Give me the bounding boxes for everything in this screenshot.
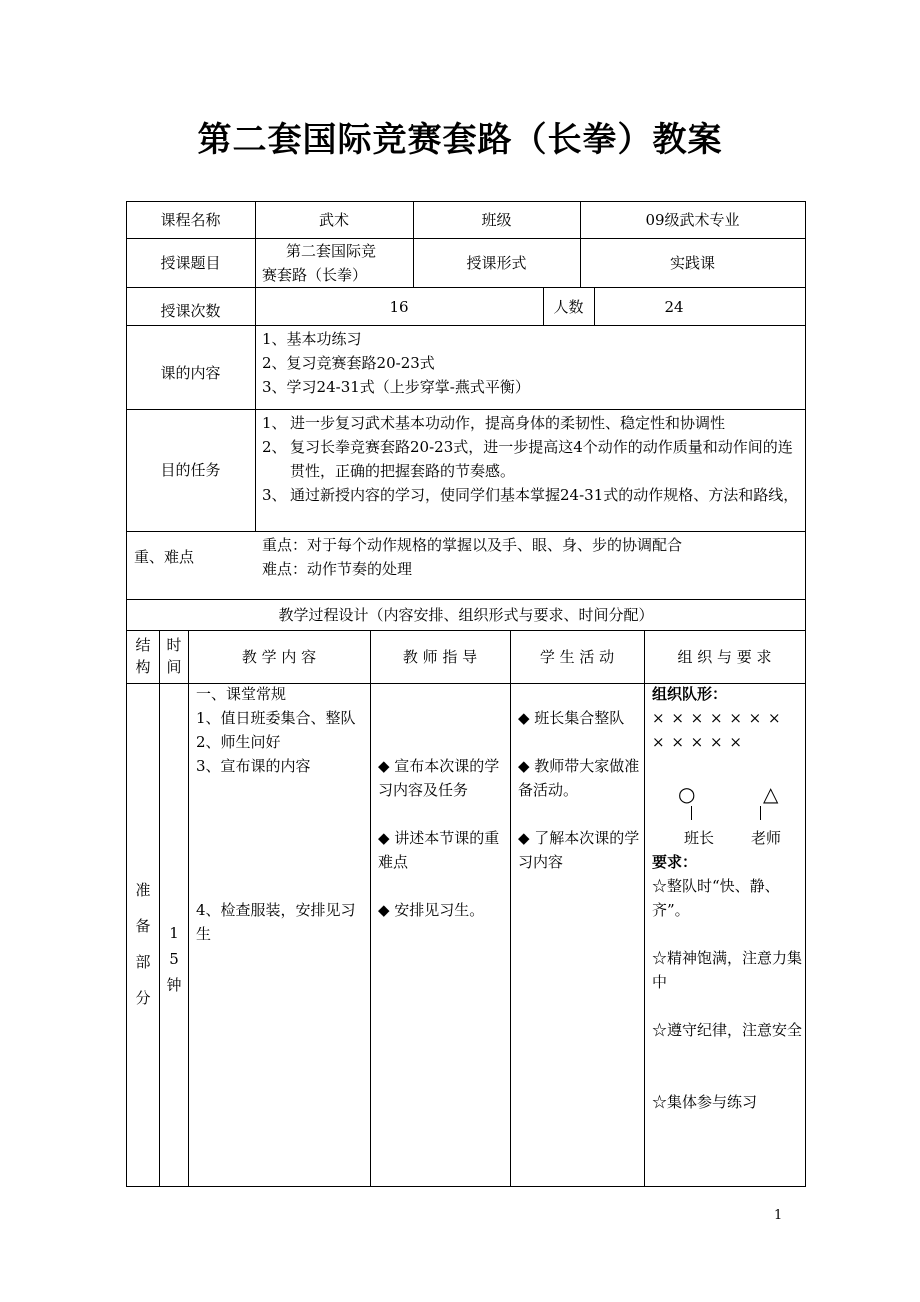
prep-structure-text: 准备部分 <box>135 881 151 1007</box>
formation-row-1: × × × × × × × <box>652 709 782 727</box>
form-label: 授课形式 <box>466 254 527 272</box>
task-text-3: 通过新授内容的学习，使同学们基本掌握24-31式的动作规格、方法和路线， <box>290 486 799 504</box>
formation-row-2: × × × × × <box>652 733 743 751</box>
teacher-triangle-icon: △ <box>763 782 779 806</box>
prep-structure-cell <box>128 872 158 1016</box>
monitor-stem <box>691 806 692 820</box>
col-structure-header <box>128 634 158 678</box>
difficult-point: 难点：动作节奏的处理 <box>262 560 413 578</box>
prep-content-line-1: 1、值日班委集合、整队 <box>196 709 356 727</box>
requirement-3: ☆遵守纪律，注意安全 <box>652 1021 803 1039</box>
process-heading: 教学过程设计（内容安排、组织形式与要求、时间分配） <box>278 606 654 624</box>
topic-label: 授课题目 <box>160 254 221 272</box>
prep-content-line-3: 3、宣布课的内容 <box>196 757 311 775</box>
prep-content-heading: 一、课堂常规 <box>196 685 287 703</box>
people-value: 24 <box>664 298 684 316</box>
task-text-2: 复习长拳竞赛套路20-23式，进一步提高这4个动作的动作质量和动作间的连贯性，正确的把握套路的节奏感。 <box>290 438 793 480</box>
class-value: 09级武术专业 <box>645 211 740 229</box>
prep-content-line-4: 4、检查服装，安排见习生 <box>196 901 356 943</box>
document-title: 第二套国际竞赛套路（长拳）教案 <box>197 120 723 160</box>
key-point: 重点：对于每个动作规格的掌握以及手、眼、身、步的协调配合 <box>262 536 683 554</box>
monitor-label: 班长 <box>684 829 715 847</box>
session-label: 授课次数 <box>160 302 221 320</box>
topic-value: 第二套国际竞赛套路（长拳） <box>262 242 377 284</box>
col-student-header: 学 生 活 动 <box>539 648 615 666</box>
prep-time-cell <box>159 920 189 998</box>
keypoints-label: 重、难点 <box>134 548 195 566</box>
page-number: 1 <box>774 1208 783 1223</box>
task-text-1: 进一步复习武术基本功动作，提高身体的柔韧性、稳定性和协调性 <box>290 414 726 432</box>
col-content-header: 教 学 内 容 <box>241 648 317 666</box>
requirement-1: ☆整队时“快、静、齐”。 <box>652 877 780 919</box>
formation-label: 组织队形： <box>652 685 728 703</box>
form-value: 实践课 <box>669 254 715 272</box>
tasks-label: 目的任务 <box>160 461 221 479</box>
teacher-guide-2: ◆ 讲述本节课的重难点 <box>378 829 500 871</box>
col-time-text: 时间 <box>166 636 182 676</box>
teacher-label: 老师 <box>751 829 782 847</box>
people-label: 人数 <box>553 298 584 316</box>
content-label: 课的内容 <box>160 364 221 382</box>
requirement-4: ☆集体参与练习 <box>652 1093 758 1111</box>
teacher-guide-1: ◆ 宣布本次课的学习内容及任务 <box>378 757 500 799</box>
session-value: 16 <box>389 298 409 316</box>
task-num-3: 3、 <box>262 486 287 504</box>
col-structure-text: 结构 <box>135 636 151 676</box>
task-num-1: 1、 <box>262 414 287 432</box>
content-line-3: 3、学习24-31式（上步穿掌-燕式平衡） <box>262 378 530 396</box>
requirements-label: 要求： <box>652 853 698 871</box>
student-activity-1: ◆ 班长集合整队 <box>518 709 625 727</box>
teacher-guide-3: ◆ 安排见习生。 <box>378 901 485 919</box>
requirement-2: ☆精神饱满，注意力集中 <box>652 949 803 991</box>
col-teacher-header: 教 师 指 导 <box>402 648 478 666</box>
monitor-circle-icon: ○ <box>678 782 696 806</box>
class-label: 班级 <box>481 211 512 229</box>
prep-time-text: 15钟 <box>166 924 182 994</box>
prep-content-line-2: 2、师生问好 <box>196 733 281 751</box>
task-num-2: 2、 <box>262 438 287 456</box>
course-name-label: 课程名称 <box>160 211 221 229</box>
student-activity-3: ◆ 了解本次课的学习内容 <box>518 829 640 871</box>
content-line-2: 2、复习竞赛套路20-23式 <box>262 354 435 372</box>
content-line-1: 1、基本功练习 <box>262 330 362 348</box>
col-time-header <box>159 634 189 678</box>
col-org-header: 组 织 与 要 求 <box>677 648 772 666</box>
course-name-value: 武术 <box>318 211 349 229</box>
student-activity-2: ◆ 教师带大家做准备活动。 <box>518 757 640 799</box>
teacher-stem <box>760 806 761 820</box>
